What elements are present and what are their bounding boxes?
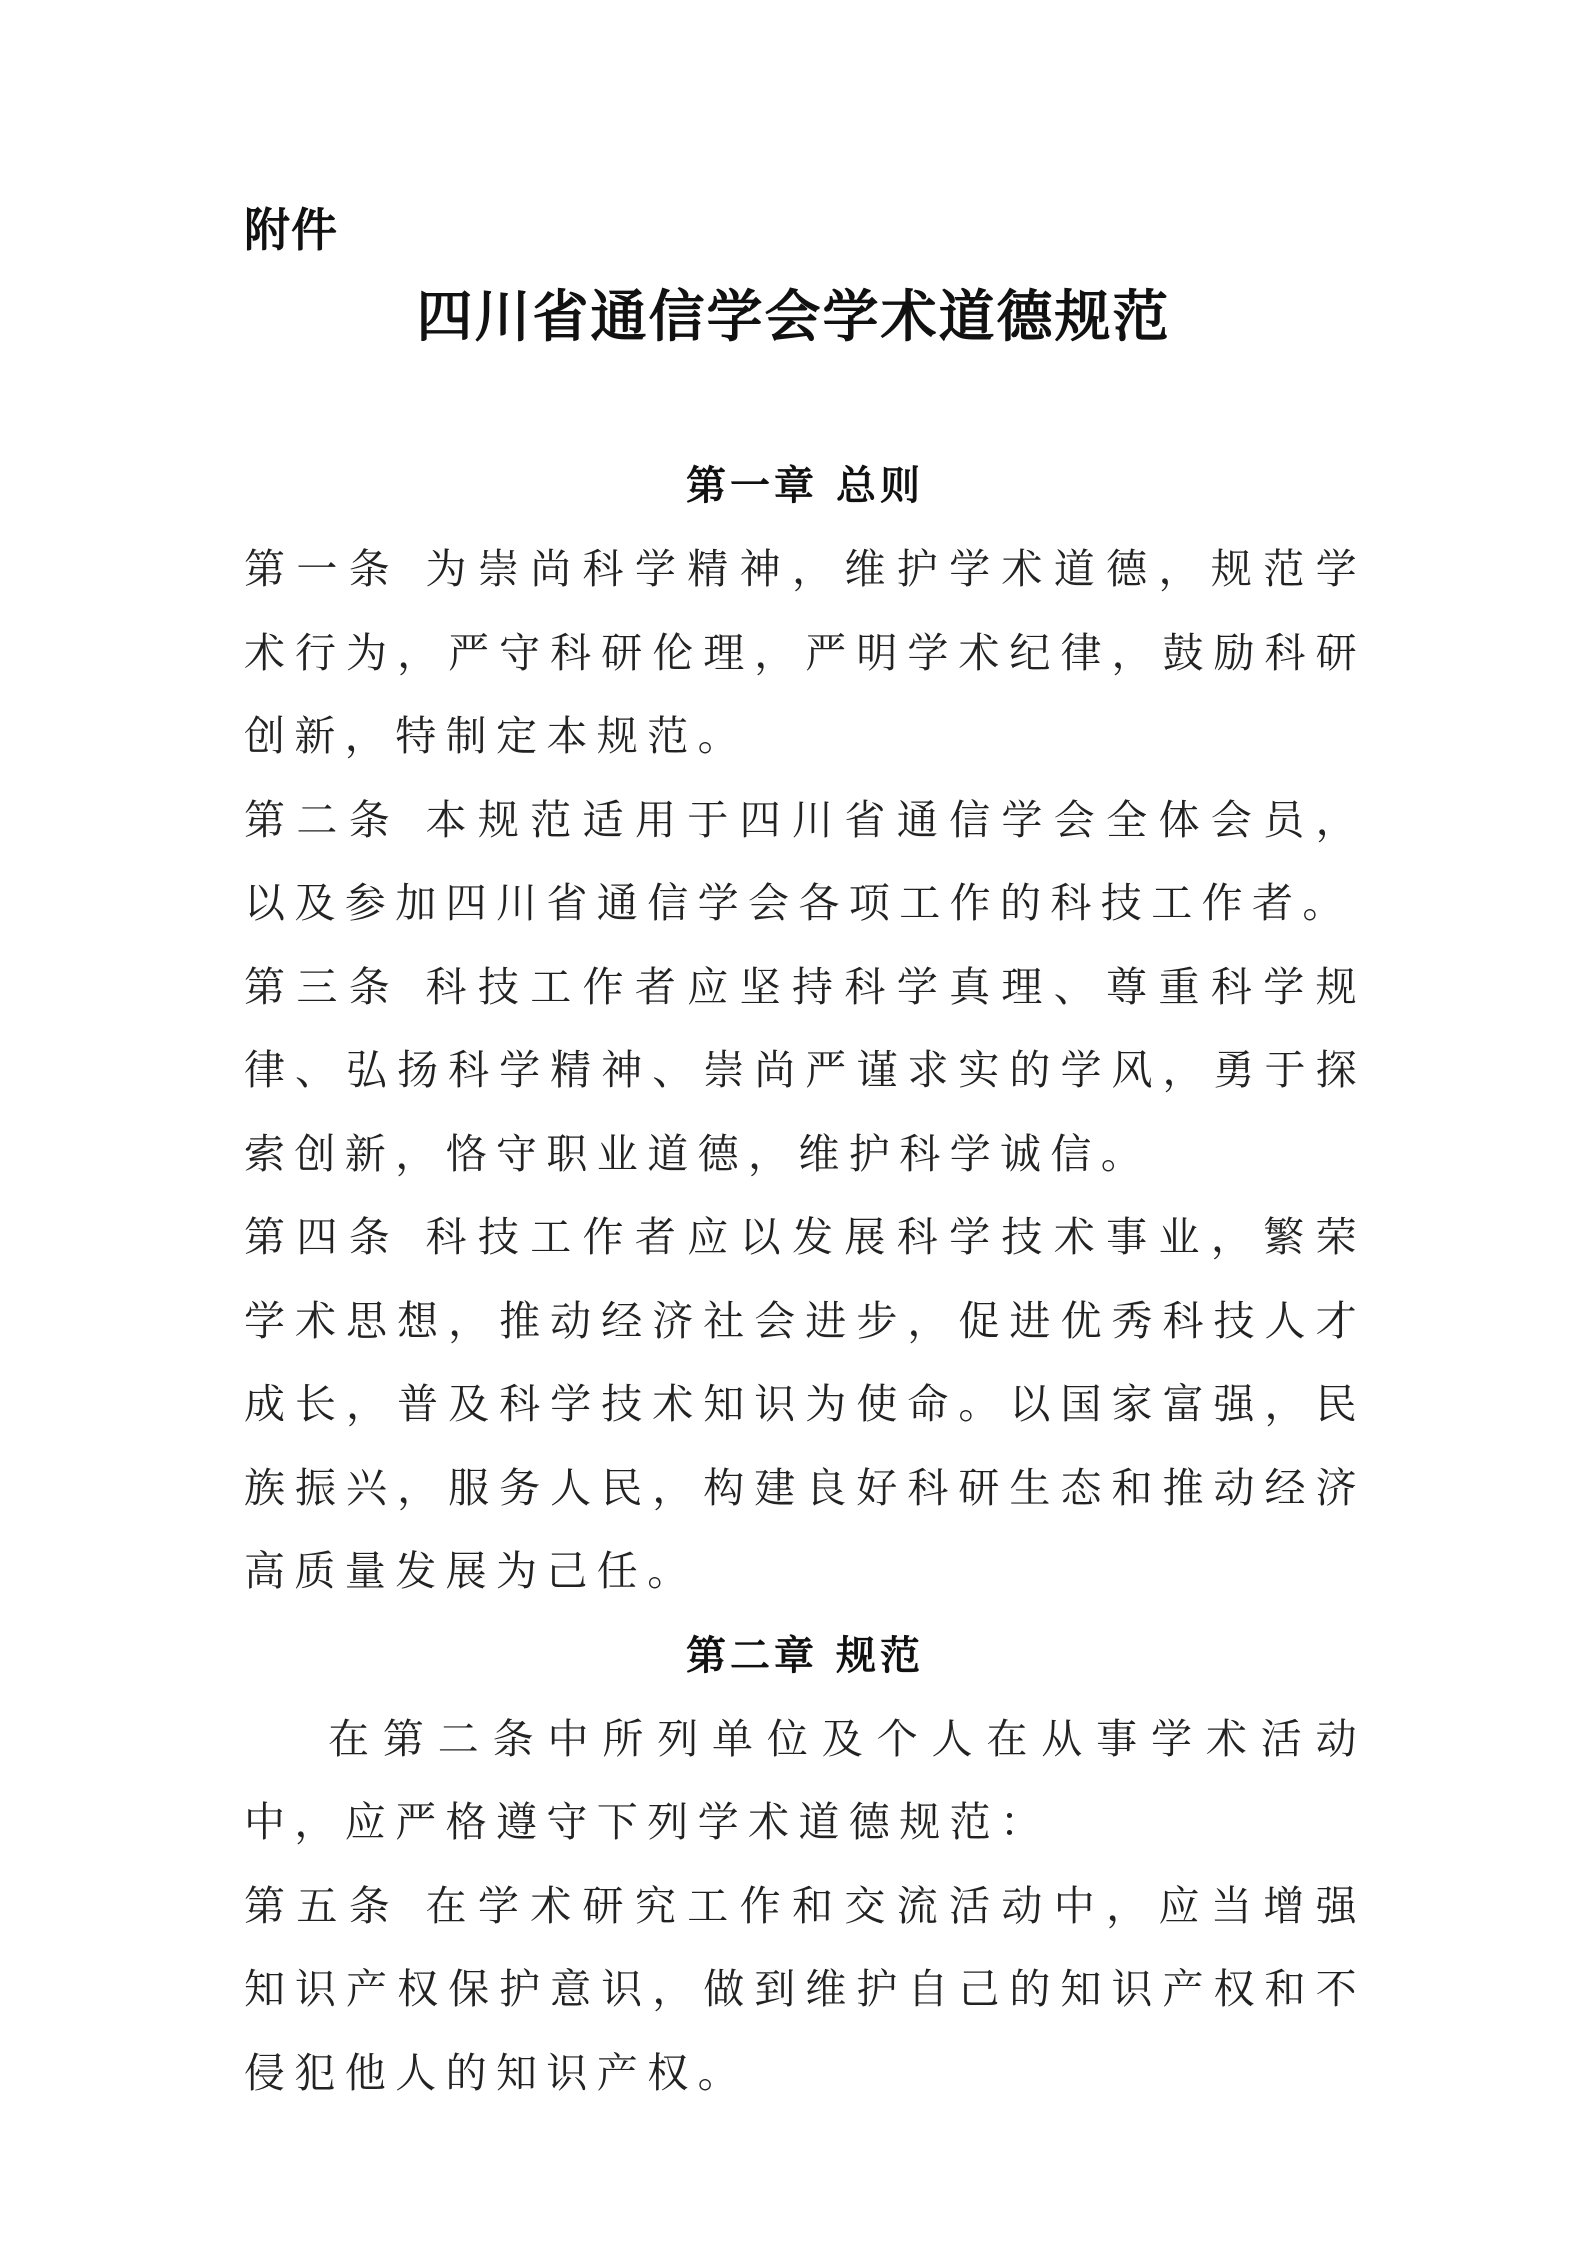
article-2: 第二条 本规范适用于四川省通信学会全体会员，以及参加四川省通信学会各项工作的科技工作者。 bbox=[244, 795, 1366, 927]
article-3: 第三条 科技工作者应坚持科学真理、尊重科学规律、弘扬科学精神、崇尚严谨求实的学风，勇于探索创新，恪守职业道德，维护科学诚信。 bbox=[244, 962, 1366, 1178]
chapter-2-intro: 在第二条中所列单位及个人在从事学术活动中，应严格遵守下列学术道德规范： bbox=[244, 1714, 1366, 1846]
article-1: 第一条 为崇尚科学精神，维护学术道德，规范学术行为，严守科研伦理，严明学术纪律，鼓励科研创新，特制定本规范。 bbox=[244, 545, 1366, 760]
chapter-2-heading: 第二章 规范 bbox=[686, 1631, 924, 1679]
chapter-1-heading: 第一章 总则 bbox=[686, 462, 924, 509]
document-body bbox=[244, 444, 1366, 2115]
article-4: 第四条 科技工作者应以发展科学技术事业，繁荣学术思想，推动经济社会进步，促进优秀科技人才成长，普及科学技术知识为使命。以国家富强，民族振兴，服务人民，构建良好科研生态和推动经济高质量发展为己任。 bbox=[244, 1213, 1366, 1595]
article-5: 第五条 在学术研究工作和交流活动中，应当增强知识产权保护意识，做到维护自己的知识产权和不侵犯他人的知识产权。 bbox=[244, 1881, 1366, 2097]
attachment-label: 附件 bbox=[244, 203, 338, 257]
document-title: 四川省通信学会学术道德规范 bbox=[416, 285, 1171, 350]
